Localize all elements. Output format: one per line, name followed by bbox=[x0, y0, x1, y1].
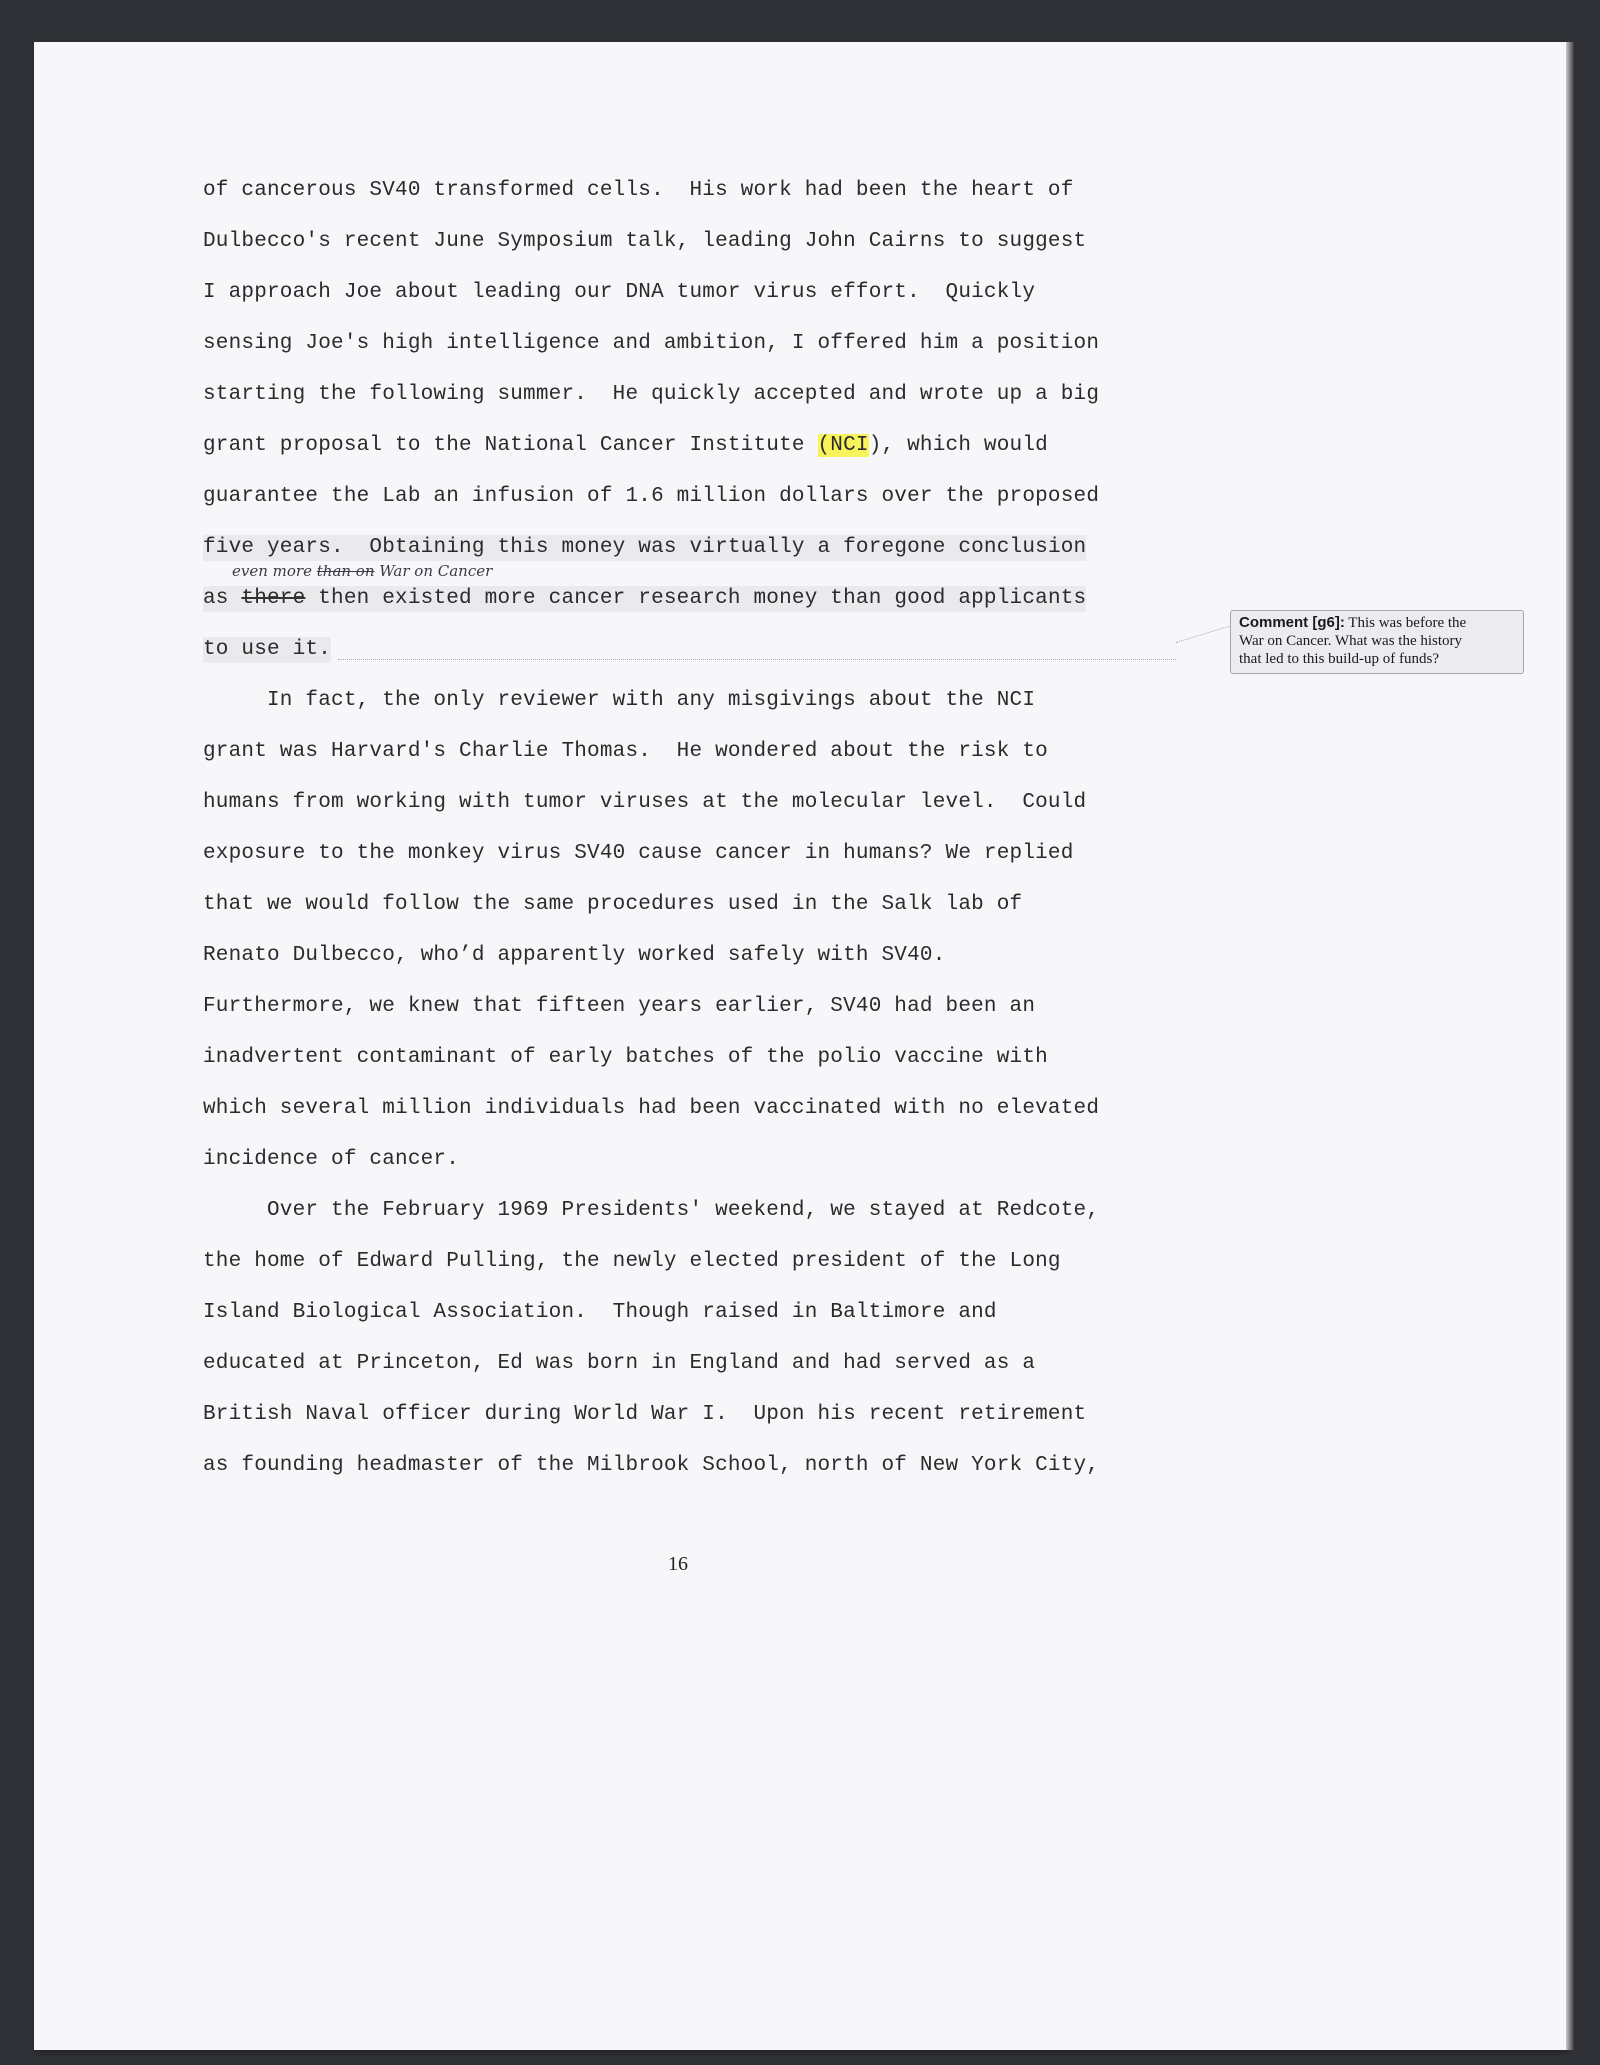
comment-text-2: War on Cancer. What was the history bbox=[1239, 633, 1463, 649]
comment-line-1 bbox=[1239, 614, 1515, 632]
p2-line-10: incidence of cancer. bbox=[203, 1148, 460, 1171]
p1-line-6 bbox=[203, 433, 1048, 459]
p2-line-1: In fact, the only reviewer with any misgivings about the NCI bbox=[203, 689, 1036, 712]
p3-line-1: Over the February 1969 Presidents' weekend, we stayed at Redcote, bbox=[203, 1199, 1100, 1222]
p3-line-4: educated at Princeton, Ed was born in England and had served as a bbox=[203, 1352, 1036, 1375]
handwritten-part-1: even more bbox=[232, 562, 312, 580]
highlighted-nci: (NCI bbox=[817, 434, 869, 457]
struck-word: there bbox=[241, 587, 306, 610]
p1-line-1: of cancerous SV40 transformed cells. His work had been the heart of bbox=[203, 179, 1074, 202]
p3-line-3: Island Biological Association. Though raised in Baltimore and bbox=[203, 1301, 997, 1324]
p1-line-9-rest: then existed more cancer research money than good applicants bbox=[305, 587, 1087, 610]
p1-line-8 bbox=[203, 535, 1086, 561]
p2-line-9: which several million individuals had been vaccinated with no elevated bbox=[203, 1097, 1100, 1120]
p1-line-7: guarantee the Lab an infusion of 1.6 million dollars over the proposed bbox=[203, 485, 1100, 508]
comment-connector bbox=[338, 659, 1176, 660]
comment-text-3: that led to this build-up of funds? bbox=[1239, 651, 1439, 667]
handwritten-struck: than on bbox=[316, 562, 375, 580]
p1-line-9 bbox=[203, 586, 1086, 612]
handwritten-insert bbox=[232, 562, 492, 580]
comment-text-1: This was before the bbox=[1344, 615, 1467, 631]
p3-line-6: as founding headmaster of the Milbrook School, north of New York City, bbox=[203, 1454, 1100, 1477]
p2-line-3: humans from working with tumor viruses at the molecular level. Could bbox=[203, 791, 1087, 814]
p2-line-4: exposure to the monkey virus SV40 cause cancer in humans? We replied bbox=[203, 842, 1074, 865]
page-number: 16 bbox=[668, 1553, 688, 1575]
p2-line-5: that we would follow the same procedures used in the Salk lab of bbox=[203, 893, 1023, 916]
p2-line-6: Renato Dulbecco, who’d apparently worked safely with SV40. bbox=[203, 944, 946, 967]
p1-line-9-start: as bbox=[203, 587, 242, 610]
p2-line-8: inadvertent contaminant of early batches of the polio vaccine with bbox=[203, 1046, 1048, 1069]
page-edge bbox=[1566, 42, 1574, 2050]
p1-line-6-before: grant proposal to the National Cancer Institute bbox=[203, 434, 818, 457]
p1-line-3: I approach Joe about leading our DNA tumor virus effort. Quickly bbox=[203, 281, 1036, 304]
p1-line-4: sensing Joe's high intelligence and ambition, I offered him a position bbox=[203, 332, 1100, 355]
p1-line-8-start: five years. bbox=[203, 536, 344, 559]
p1-line-6-after: ), which would bbox=[868, 434, 1048, 457]
p1-line-10: to use it. bbox=[203, 638, 332, 661]
p2-line-7: Furthermore, we knew that fifteen years earlier, SV40 had been an bbox=[203, 995, 1036, 1018]
p2-line-2: grant was Harvard's Charlie Thomas. He wondered about the risk to bbox=[203, 740, 1048, 763]
p1-line-2: Dulbecco's recent June Symposium talk, leading John Cairns to suggest bbox=[203, 230, 1087, 253]
p1-line-5: starting the following summer. He quickly accepted and wrote up a big bbox=[203, 383, 1100, 406]
comment-label: Comment [g6]: bbox=[1239, 614, 1345, 631]
p3-line-5: British Naval officer during World War I. Upon his recent retirement bbox=[203, 1403, 1087, 1426]
comment-balloon[interactable] bbox=[1230, 610, 1524, 674]
handwritten-part-3: War on Cancer bbox=[379, 562, 493, 580]
p1-line-8-rest: Obtaining this money was virtually a foregone conclusion bbox=[343, 536, 1087, 559]
p3-line-2: the home of Edward Pulling, the newly elected president of the Long bbox=[203, 1250, 1061, 1273]
